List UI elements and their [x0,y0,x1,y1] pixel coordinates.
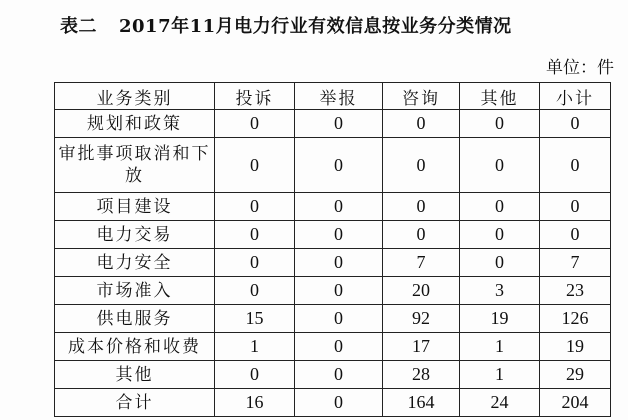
header-inquiry: 咨询 [383,83,460,110]
cell-inquiry: 0 [383,193,460,221]
cell-other: 1 [460,333,540,361]
cell-other: 0 [460,221,540,249]
cell-other: 19 [460,305,540,333]
table-total-row [55,389,611,417]
document-title [60,12,512,38]
business-category-table [54,82,611,417]
cell-subtotal: 204 [540,389,611,417]
cell-inquiry: 0 [383,138,460,193]
cell-other: 0 [460,249,540,277]
cell-subtotal: 126 [540,305,611,333]
cell-inquiry: 28 [383,361,460,389]
unit-label: 单位：件 [546,58,614,78]
header-other: 其他 [460,83,540,110]
table-row [55,333,611,361]
table-row [55,305,611,333]
row-category: 电力安全 [55,249,215,277]
cell-subtotal: 0 [540,221,611,249]
table-header-row [55,83,611,110]
cell-other: 0 [460,110,540,138]
cell-complaint: 0 [215,277,295,305]
cell-report: 0 [295,138,383,193]
cell-complaint: 0 [215,110,295,138]
cell-other: 0 [460,138,540,193]
table-row [55,138,611,193]
cell-subtotal: 0 [540,138,611,193]
table-row [55,361,611,389]
row-category: 供电服务 [55,305,215,333]
title-text: 2017年11月电力行业有效信息按业务分类情况 [119,16,512,37]
cell-inquiry: 0 [383,221,460,249]
row-category: 合计 [55,389,215,417]
table-row [55,249,611,277]
row-category: 电力交易 [55,221,215,249]
cell-complaint: 0 [215,138,295,193]
cell-complaint: 0 [215,193,295,221]
cell-inquiry: 7 [383,249,460,277]
cell-inquiry: 0 [383,110,460,138]
cell-report: 0 [295,110,383,138]
cell-subtotal: 19 [540,333,611,361]
cell-report: 0 [295,333,383,361]
cell-inquiry: 20 [383,277,460,305]
header-report: 举报 [295,83,383,110]
cell-complaint: 16 [215,389,295,417]
row-category: 规划和政策 [55,110,215,138]
cell-complaint: 15 [215,305,295,333]
cell-report: 0 [295,221,383,249]
row-category: 市场准入 [55,277,215,305]
title-prefix: 表二 [60,16,97,37]
cell-other: 1 [460,361,540,389]
cell-report: 0 [295,361,383,389]
cell-subtotal: 23 [540,277,611,305]
cell-subtotal: 0 [540,193,611,221]
cell-other: 24 [460,389,540,417]
cell-report: 0 [295,249,383,277]
cell-subtotal: 29 [540,361,611,389]
table-row [55,277,611,305]
header-category: 业务类别 [55,83,215,110]
table-row [55,110,611,138]
cell-subtotal: 7 [540,249,611,277]
header-complaint: 投诉 [215,83,295,110]
cell-report: 0 [295,277,383,305]
cell-complaint: 0 [215,249,295,277]
cell-complaint: 1 [215,333,295,361]
cell-subtotal: 0 [540,110,611,138]
cell-complaint: 0 [215,221,295,249]
table-row [55,221,611,249]
row-category: 其他 [55,361,215,389]
row-category: 项目建设 [55,193,215,221]
cell-inquiry: 164 [383,389,460,417]
cell-other: 3 [460,277,540,305]
table-row [55,193,611,221]
row-category: 成本价格和收费 [55,333,215,361]
cell-other: 0 [460,193,540,221]
header-subtotal: 小计 [540,83,611,110]
row-category: 审批事项取消和下放 [55,138,215,193]
cell-report: 0 [295,389,383,417]
cell-complaint: 0 [215,361,295,389]
cell-inquiry: 92 [383,305,460,333]
cell-report: 0 [295,305,383,333]
cell-report: 0 [295,193,383,221]
cell-inquiry: 17 [383,333,460,361]
